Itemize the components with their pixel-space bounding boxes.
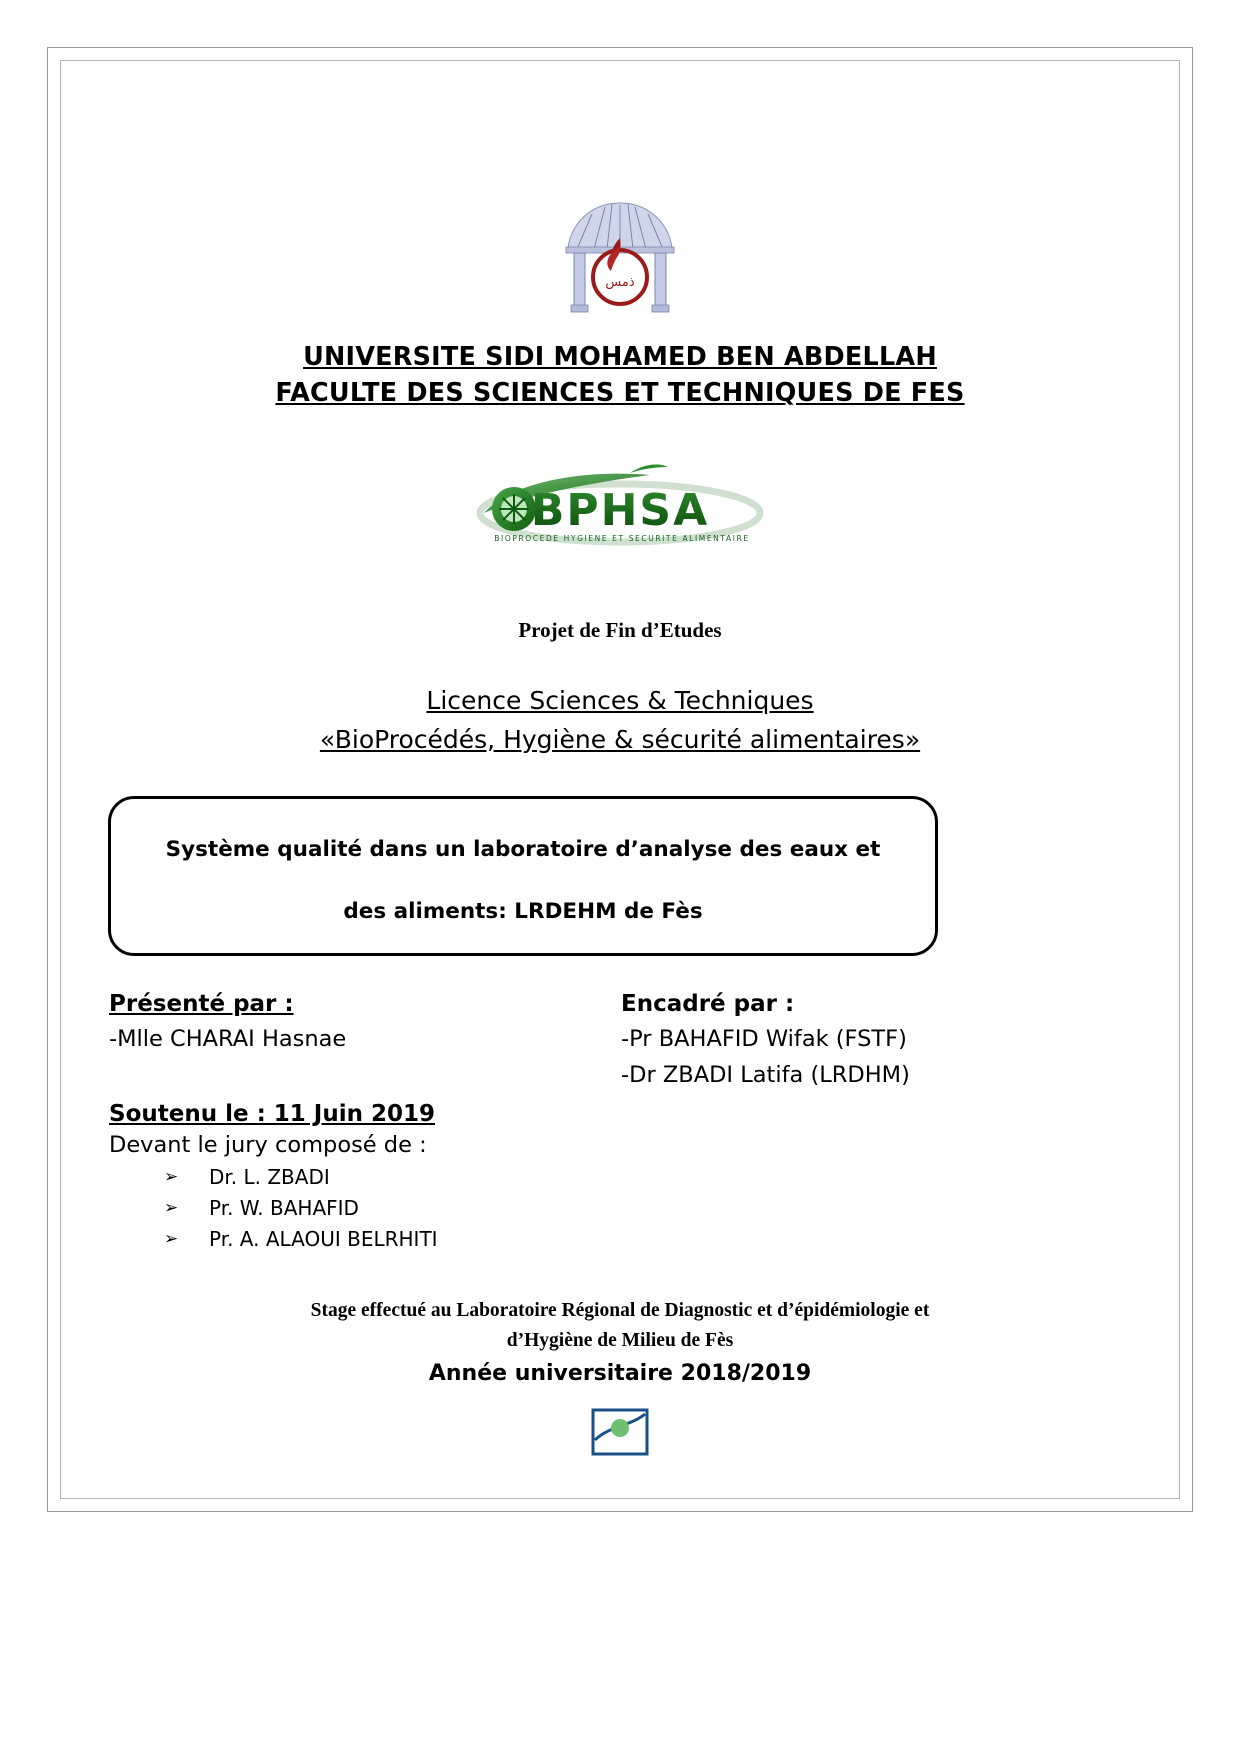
bphsa-wordmark: BPHSA (530, 485, 710, 536)
internship-block (61, 1296, 1179, 1356)
supervisor-name-2: -Dr ZBADI Latifa (LRDHM) (621, 1062, 910, 1088)
document-content (61, 61, 1179, 1498)
defense-block (109, 1101, 709, 1255)
degree-line-1: Licence Sciences & Techniques (426, 686, 814, 715)
presented-by-block (109, 991, 579, 1057)
project-type-label: Projet de Fin d’Etudes (518, 618, 722, 642)
jury-intro: Devant le jury composé de : (109, 1132, 427, 1158)
degree-block (61, 681, 1179, 759)
university-heading (61, 339, 1179, 411)
bphsa-subtitle: BIOPROCEDE HYGIENE ET SECURITE ALIMENTAIRE (494, 534, 750, 543)
presented-by-name-1: -Mlle CHARAI Hasnae (109, 1026, 347, 1052)
academic-year-label: Année universitaire 2018/2019 (428, 1361, 812, 1386)
university-crest-icon (550, 191, 690, 321)
university-line-2: FACULTE DES SCIENCES ET TECHNIQUES DE FES (275, 378, 965, 408)
thesis-title-line-2: des aliments: LRDEHM de Fès (343, 899, 703, 924)
supervised-by-heading: Encadré par : (621, 991, 795, 1017)
internship-line-2: d’Hygiène de Milieu de Fès (506, 1330, 734, 1351)
thesis-title-box (108, 796, 938, 956)
presented-by-heading: Présenté par : (109, 991, 294, 1017)
degree-line-2: «BioProcédés, Hygiène & sécurité alimentaires» (319, 725, 921, 754)
supervisor-name-1: -Pr BAHAFID Wifak (FSTF) (621, 1026, 907, 1052)
svg-text:ذمس: ذمس (605, 275, 635, 290)
page-inner-border (60, 60, 1180, 1499)
arrow-bullet-icon: ➢ (164, 1167, 179, 1187)
jury-list (109, 1162, 709, 1255)
thesis-title-line-1: Système qualité dans un laboratoire d’analyse des eaux et (165, 837, 881, 862)
jury-member-label: Pr. A. ALAOUI BELRHITI (209, 1227, 438, 1251)
jury-member-2 (109, 1193, 709, 1224)
supervised-by-block (621, 991, 1071, 1093)
bphsa-logo-icon (470, 461, 770, 557)
page-outer-border (47, 47, 1193, 1512)
university-line-1: UNIVERSITE SIDI MOHAMED BEN ABDELLAH (303, 342, 937, 372)
jury-member-1 (109, 1162, 709, 1193)
jury-member-label: Pr. W. BAHAFID (209, 1196, 359, 1220)
internship-line-1: Stage effectué au Laboratoire Régional de Diagnostic et d’épidémiologie et (310, 1300, 930, 1321)
lrdehm-logo-icon (587, 1406, 653, 1458)
defense-date: Soutenu le : 11 Juin 2019 (109, 1101, 436, 1127)
jury-member-label: Dr. L. ZBADI (209, 1165, 330, 1189)
arrow-bullet-icon: ➢ (164, 1229, 179, 1249)
bphsa-logo-container (61, 461, 1179, 562)
arrow-bullet-icon: ➢ (164, 1198, 179, 1218)
jury-member-3 (109, 1224, 709, 1255)
